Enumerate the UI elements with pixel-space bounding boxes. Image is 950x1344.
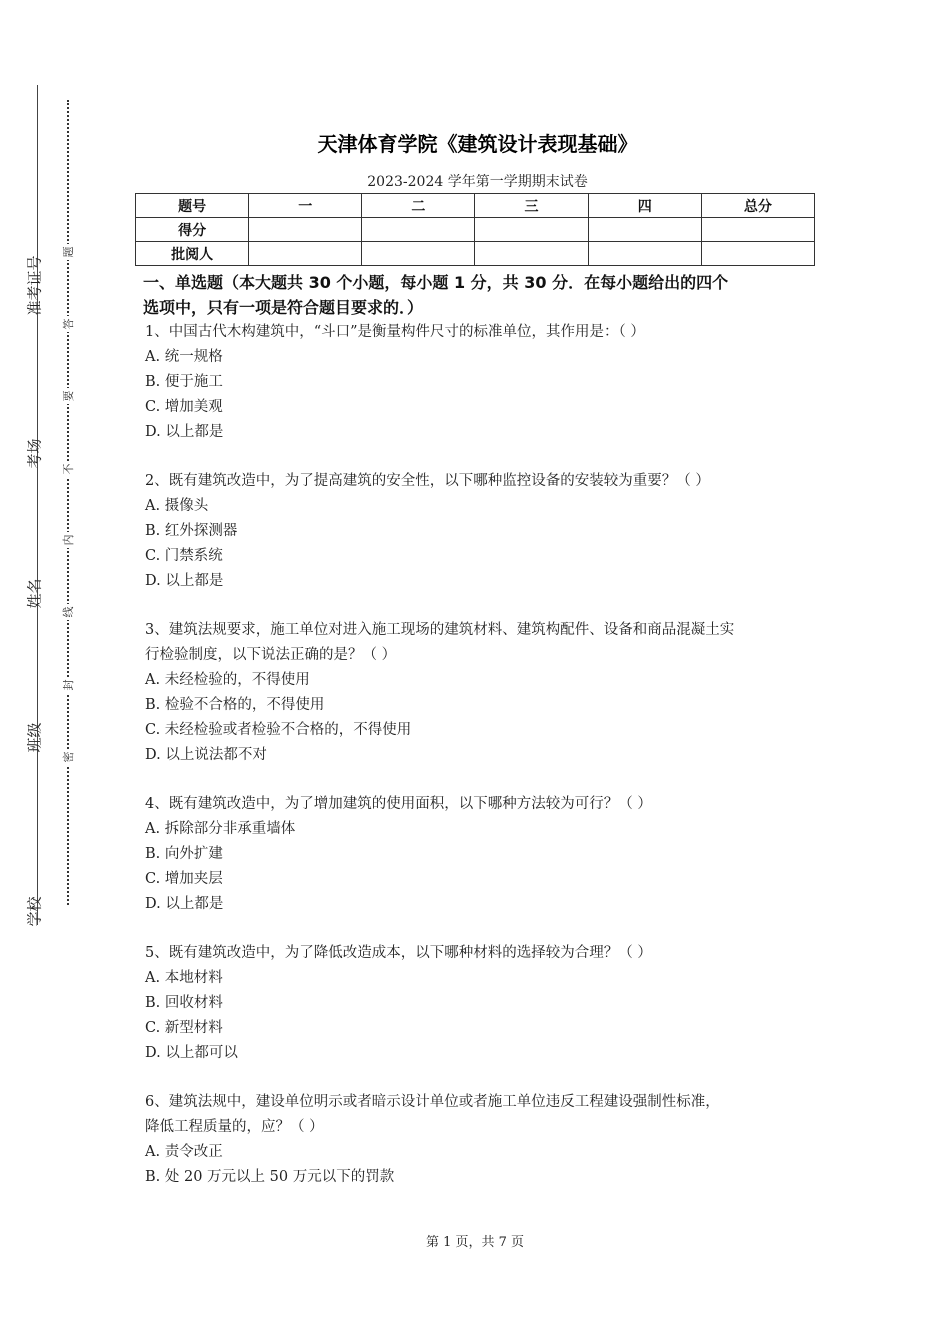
- question-1: [145, 320, 817, 445]
- seal-char-ti: 题: [60, 244, 76, 260]
- answer-option[interactable]: B. 向外扩建: [145, 846, 223, 862]
- binding-dotted-line: [67, 100, 69, 905]
- answer-option[interactable]: D. 以上说法都不对: [145, 747, 267, 763]
- score-cell[interactable]: [475, 218, 588, 242]
- answer-option[interactable]: D. 以上都是: [145, 424, 224, 440]
- exam-title: 天津体育学院《建筑设计表现基础》: [317, 132, 638, 156]
- answer-option[interactable]: B. 红外探测器: [145, 523, 238, 539]
- question-stem: 5、既有建筑改造中，为了降低改造成本，以下哪种材料的选择较为合理？（ ）: [145, 945, 652, 961]
- exam-subtitle: 2023-2024 学年第一学期期末试卷: [367, 174, 588, 190]
- section-heading-line: 选项中，只有一项是符合题目要求的．）: [143, 298, 424, 317]
- question-stem: 行检验制度，以下说法正确的是？（ ）: [145, 647, 397, 663]
- answer-option[interactable]: D. 以上都可以: [145, 1045, 238, 1061]
- section-heading: [143, 270, 817, 320]
- seal-char-da: 答: [60, 316, 76, 332]
- answer-option[interactable]: B. 便于施工: [145, 374, 223, 390]
- binding-solid-line: [37, 85, 38, 925]
- score-table-row-label: 批阅人: [136, 242, 249, 266]
- question-6: [145, 1090, 817, 1190]
- answer-option[interactable]: C. 未经检验或者检验不合格的，不得使用: [145, 722, 412, 738]
- question-5: [145, 941, 817, 1066]
- answer-option[interactable]: A. 责令改正: [145, 1144, 223, 1160]
- answer-option[interactable]: A. 拆除部分非承重墙体: [145, 821, 296, 837]
- question-2: [145, 469, 817, 594]
- score-table: [135, 193, 815, 266]
- grader-cell[interactable]: [249, 242, 362, 266]
- answer-option[interactable]: B. 检验不合格的，不得使用: [145, 697, 325, 713]
- question-stem: 降低工程质量的，应？（ ）: [145, 1119, 324, 1135]
- grader-cell[interactable]: [701, 242, 814, 266]
- question-4: [145, 792, 817, 917]
- seal-char-bu: 不: [60, 461, 76, 477]
- grader-cell[interactable]: [588, 242, 701, 266]
- score-table-row: [136, 218, 815, 242]
- score-cell[interactable]: [362, 218, 475, 242]
- section-heading-line: 一、单选题（本大题共 30 个小题，每小题 1 分，共 30 分．在每小题给出的四个: [143, 273, 729, 292]
- grader-cell[interactable]: [362, 242, 475, 266]
- page-footer: 第 1 页，共 7 页: [425, 1235, 525, 1250]
- field-label-name: 姓名: [25, 578, 44, 609]
- exam-content: [145, 270, 817, 1190]
- answer-option[interactable]: C. 新型材料: [145, 1020, 223, 1036]
- score-table-header-cell: 二: [362, 194, 475, 218]
- seal-char-xian: 线: [60, 604, 76, 620]
- answer-option[interactable]: A. 统一规格: [145, 349, 223, 365]
- question-stem: 6、建筑法规中，建设单位明示或者暗示设计单位或者施工单位违反工程建设强制性标准，: [145, 1094, 720, 1110]
- answer-option[interactable]: A. 未经检验的，不得使用: [145, 672, 310, 688]
- answer-option[interactable]: C. 增加夹层: [145, 871, 223, 887]
- answer-option[interactable]: C. 门禁系统: [145, 548, 223, 564]
- score-table-row: [136, 242, 815, 266]
- score-table-header-cell: 三: [475, 194, 588, 218]
- question-stem: 4、既有建筑改造中，为了增加建筑的使用面积，以下哪种方法较为可行？（ ）: [145, 796, 652, 812]
- answer-option[interactable]: A. 本地材料: [145, 970, 223, 986]
- field-label-school: 学校: [25, 896, 44, 927]
- question-stem: 2、既有建筑改造中，为了提高建筑的安全性，以下哪种监控设备的安装较为重要？（ ）: [145, 473, 710, 489]
- answer-option[interactable]: B. 处 20 万元以上 50 万元以下的罚款: [145, 1169, 395, 1185]
- answer-option[interactable]: A. 摄像头: [145, 498, 209, 514]
- answer-option[interactable]: D. 以上都是: [145, 573, 224, 589]
- seal-char-nei: 内: [60, 532, 76, 548]
- answer-option[interactable]: D. 以上都是: [145, 896, 224, 912]
- question-3: [145, 618, 817, 768]
- answer-option[interactable]: C. 增加美观: [145, 399, 223, 415]
- question-stem: 3、建筑法规要求，施工单位对进入施工现场的建筑材料、建筑构配件、设备和商品混凝土实: [145, 622, 735, 638]
- score-table-header-cell: 总分: [701, 194, 814, 218]
- seal-char-feng: 封: [60, 677, 76, 693]
- score-cell[interactable]: [588, 218, 701, 242]
- score-table-header-row: [136, 194, 815, 218]
- answer-option[interactable]: B. 回收材料: [145, 995, 223, 1011]
- field-label-exam-room: 考场: [25, 438, 44, 469]
- score-cell[interactable]: [249, 218, 362, 242]
- seal-char-mi: 密: [60, 749, 76, 765]
- field-label-exam-id: 准考证号: [25, 255, 44, 316]
- grader-cell[interactable]: [475, 242, 588, 266]
- score-cell[interactable]: [701, 218, 814, 242]
- score-table-row-label: 得分: [136, 218, 249, 242]
- score-table-header-cell: 一: [249, 194, 362, 218]
- score-table-header-cell: 四: [588, 194, 701, 218]
- seal-char-yao: 要: [60, 388, 76, 404]
- question-stem: 1、中国古代木构建筑中，“斗口”是衡量构件尺寸的标准单位，其作用是：（ ）: [145, 324, 645, 340]
- field-label-class: 班级: [25, 722, 44, 753]
- score-table-header-cell: 题号: [136, 194, 249, 218]
